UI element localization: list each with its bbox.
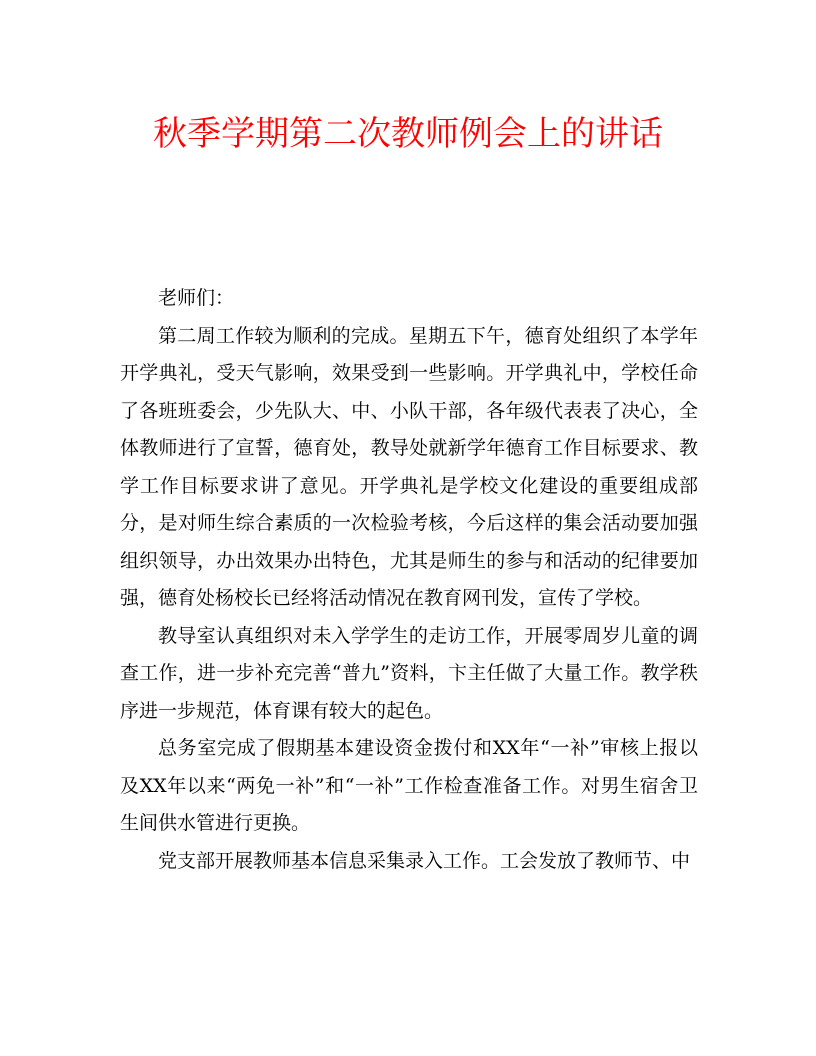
body-paragraph: 教导室认真组织对未入学学生的走访工作，开展零周岁儿童的调查工作，进一步补充完善“普九”资料，卞主任做了大量工作。教学秩序进一步规范，体育课有较大的起色。 bbox=[120, 624, 698, 722]
body-paragraph: 党支部开展教师基本信息采集录入工作。工会发放了教师节、中 bbox=[158, 849, 691, 872]
salutation: 老师们： bbox=[158, 287, 235, 309]
body-paragraph: 第二周工作较为顺利的完成。星期五下午，德育处组织了本学年开学典礼，受天气影响，效果受到一些影响。开学典礼中，学校任命了各班班委会，少先队大、中、小队干部，各年级代表表了决心，全体教师进行了宣誓，德育处，教导处就新学年德育工作目标要求、教学工作目标要求讲了意见。开学典礼是学校文化建设的重要组成部分，是对师生综合素质的一次检验考核，今后这样的集会活动要加强组织领导，办出效果办出特色，尤其是师生的参与和活动的纪律要加强，德育处杨校长已经将活动情况在教育网刊发，宣传了学校。 bbox=[120, 324, 698, 609]
document-title: 秋季学期第二次教师例会上的讲话 bbox=[153, 114, 663, 154]
body-paragraph: 总务室完成了假期基本建设资金拨付和XX年“一补”审核上报以及XX年以来“两免一补”和“一补”工作检查准备工作。对男生宿舍卫生间供水管进行更换。 bbox=[120, 737, 698, 834]
document-body bbox=[120, 280, 698, 880]
